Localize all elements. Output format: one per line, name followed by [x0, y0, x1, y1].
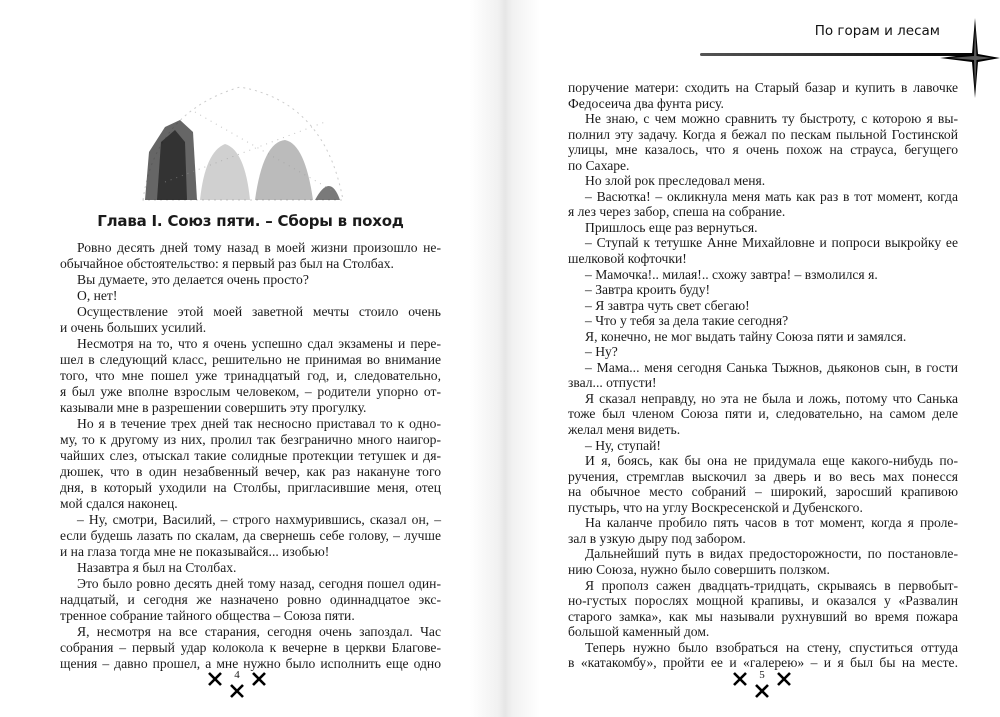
text-line: пустырь, что на углу Воскресенской и Дубенского.: [568, 499, 863, 515]
text-line: Я, несмотря на все старания, сегодня очень запоздал. Час: [77, 624, 441, 639]
text-line: Вы думаете, это делается очень просто?: [77, 272, 309, 287]
text-line: – Я завтра чуть свет сбегаю!: [585, 297, 750, 313]
text-line: – Ступай к тетушке Анне Михайловне и попроси выкройку ее: [585, 235, 958, 251]
text-line: – Ну, смотри, Василий, – строго нахмурившись, сказал он, –: [77, 512, 441, 527]
paragraph: [60, 304, 441, 336]
text-line: Но я в течение трех дней так несносно приставал то к одно-: [77, 416, 441, 431]
paragraph: [568, 546, 958, 577]
paragraph: [60, 560, 441, 576]
text-line: Это было ровно десять дней тому назад, сегодня пошел один-: [77, 576, 441, 591]
paragraph: [568, 313, 958, 329]
text-line: и на глаза тогда мне не показывайся... изобью!: [60, 544, 330, 559]
text-line: желал меня видеть.: [568, 422, 681, 438]
text-line: улицы, мне казалось, что я очень похож на страуса, бегущего: [568, 142, 958, 158]
paragraph: [568, 220, 958, 236]
page-number-text: 5: [759, 669, 765, 681]
text-line: я лез через забор, спеша на собрание.: [568, 204, 786, 220]
text-line: Я сказал неправду, но эта не была и ложь, потому что Санька: [585, 390, 958, 406]
left-page-number: [207, 668, 267, 702]
text-line: И я, боясь, как бы она не придумала еще какого-нибудь по-: [585, 453, 958, 469]
text-line: казывали мне в разрешении совершить эту прогулку.: [60, 400, 367, 415]
text-line: – Завтра кроить буду!: [585, 282, 711, 298]
paragraph: [568, 438, 958, 454]
text-line: большой каменный дом.: [568, 624, 710, 640]
text-line: Я прополз сажен двадцать-тридцать, скрываясь в первобыт-: [585, 577, 958, 593]
text-line: надцатый, и сегодня же назначено ровно одиннадцатое экс-: [60, 592, 441, 607]
text-line: щения – давно прошел, а мне нужно было исполнить еще одно: [60, 656, 441, 671]
paragraph: [60, 272, 441, 288]
text-line: О, нет!: [77, 288, 118, 303]
text-line: в «катакомбу», пройти ее и «галерею» – и я был бы на месте.: [568, 655, 958, 671]
text-line: мой сдался наконец.: [60, 496, 178, 511]
right-page-number: [732, 668, 792, 702]
text-line: Ровно десять дней тому назад в моей жизни произошло не-: [77, 240, 441, 255]
paragraph: [60, 624, 441, 672]
paragraph: [568, 344, 958, 360]
page-number-text: 4: [234, 669, 240, 681]
text-line: На каланче пробило пять часов в тот момент, когда я проле-: [585, 515, 958, 531]
chapter-illustration: [135, 82, 350, 204]
text-line: обычайное обстоятельство: я первый раз был на Столбах.: [60, 256, 394, 271]
text-line: и очень больших усилий.: [60, 320, 207, 335]
paragraph: [568, 267, 958, 283]
text-line: – Мамочка!.. милая!.. схожу завтра! – взмолился я.: [585, 266, 878, 282]
paragraph: [568, 189, 958, 220]
text-line: Не знаю, с чем можно сравнить ту быстроту, с которою я вы-: [585, 111, 958, 127]
text-line: тоже был членом Союза пяти и, следовательно, на самом деле: [568, 406, 958, 422]
left-page-text: [60, 240, 441, 672]
text-line: шелковой кофточки!: [568, 251, 687, 267]
text-line: Федосеича два фунта рису.: [568, 95, 724, 111]
text-line: Дальнейший путь в видах предосторожности, по постановле-: [585, 546, 958, 562]
text-line: чайших слез, отыскал такие солидные протекции тетушек и дя-: [60, 448, 441, 463]
text-line: того, что мне пошел уже тринадцатый год, и, следовательно,: [60, 368, 441, 383]
right-page-text: [568, 80, 958, 671]
text-line: дня, в который уходили на Столбы, пригласившие меня, отец: [60, 480, 441, 495]
text-line: на обычное место собраний – широкий, заросший крапивою: [568, 484, 958, 500]
text-line: полнил эту задачу. Когда я бежал по пескам пыльной Гостинской: [568, 126, 958, 142]
text-line: собрания – первый удар колокола к вечерне в церкви Благове-: [60, 640, 441, 655]
paragraph: [60, 288, 441, 304]
paragraph: [60, 336, 441, 416]
paragraph: [568, 235, 958, 266]
paragraph: [568, 111, 958, 173]
paragraph: [568, 391, 958, 438]
text-line: но-густых порослях мощной крапивы, и оказался у «Развалин: [568, 593, 958, 609]
paragraph: [568, 360, 958, 391]
text-line: – Ну?: [585, 344, 618, 360]
text-line: – Что у тебя за дела такие сегодня?: [585, 313, 789, 329]
paragraph: [568, 329, 958, 345]
header-rule: [700, 53, 975, 56]
chapter-title: Глава I. Союз пяти. – Сборы в поход: [97, 212, 404, 230]
text-line: шел в следующий класс, решительно не принимая во внимание: [60, 352, 441, 367]
text-line: Я, конечно, не мог выдать тайну Союза пяти и замялся.: [585, 328, 907, 344]
text-line: Пришлось еще раз вернуться.: [585, 219, 758, 235]
text-line: Несмотря на то, что я очень успешно сдал экзамены и пере-: [77, 336, 441, 351]
paragraph: [568, 173, 958, 189]
paragraph: [568, 298, 958, 314]
paragraph: [60, 240, 441, 272]
paragraph: [60, 416, 441, 512]
paragraph: [568, 80, 958, 111]
paragraph: [568, 282, 958, 298]
running-head: По горам и лесам: [814, 23, 940, 39]
text-line: – Мама... меня сегодня Санька Тыжнов, дьяконов сын, в гости: [585, 359, 958, 375]
paragraph: [568, 578, 958, 640]
text-line: по Сахаре.: [568, 157, 630, 173]
paragraph: [568, 515, 958, 546]
paragraph: [568, 640, 958, 671]
text-line: Осуществление этой моей заветной мечты стоило очень: [77, 304, 441, 319]
text-line: му, то к другому из них, пролил так безгранично много наигор-: [60, 432, 441, 447]
text-line: – Ну, ступай!: [585, 437, 661, 453]
text-line: я был уже вполне взрослым человеком, – родители упорно от-: [60, 384, 441, 399]
paragraph: [60, 576, 441, 624]
text-line: звал... отпусти!: [568, 375, 657, 391]
text-line: дюшек, что в один незабвенный вечер, как раз накануне того: [60, 464, 441, 479]
text-line: Но злой рок преследовал меня.: [585, 173, 766, 189]
text-line: если будешь лазать по скалам, да свернешь себе голову, – лучше: [60, 528, 441, 543]
text-line: Теперь нужно было взобраться на стену, спуститься оттуда: [585, 639, 958, 655]
text-line: – Васютка! – окликнула меня мать как раз в тот момент, когда: [585, 188, 958, 204]
text-line: Назавтра я был на Столбах.: [77, 560, 237, 575]
text-line: тренное собрание тайного общества – Союза пяти.: [60, 608, 355, 623]
text-line: поручение матери: сходить на Старый базар и купить в лавочке: [568, 80, 958, 95]
text-line: старого замка», как мы называли рухнувший во время пожара: [568, 608, 958, 624]
paragraph: [568, 453, 958, 515]
text-line: нию Союза, нужно было совершить ползком.: [568, 561, 830, 577]
paragraph: [60, 512, 441, 560]
text-line: ручения, стремглав выскочил за дверь и во весь мах понесся: [568, 468, 958, 484]
text-line: зал в узкую дыру под забором.: [568, 530, 746, 546]
book-gutter: [470, 0, 540, 717]
